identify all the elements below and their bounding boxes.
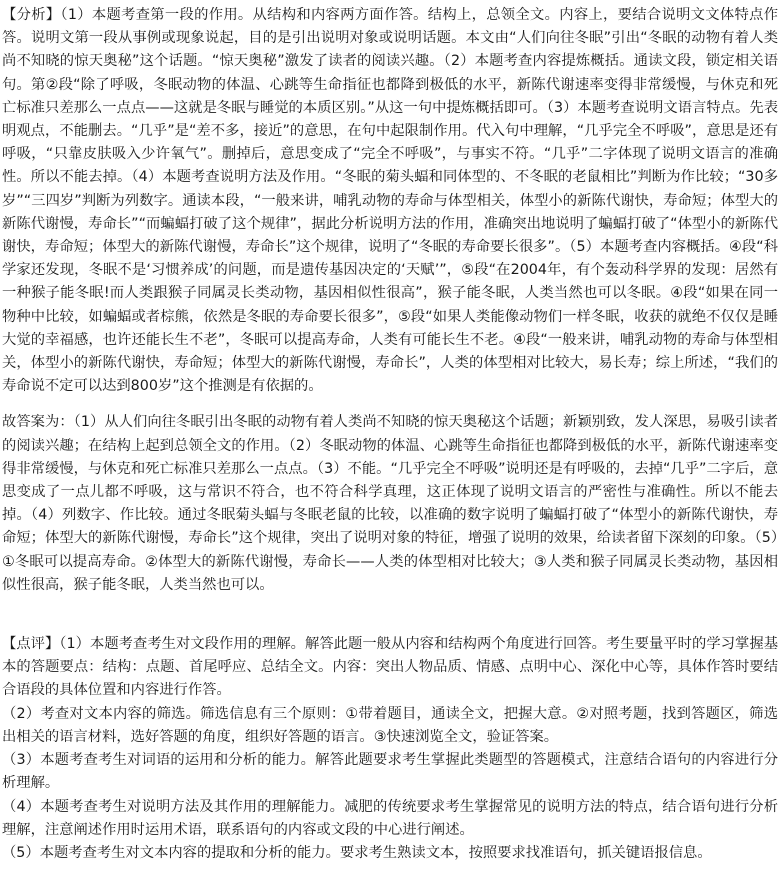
comment-paragraph-5: （5）本题考查考生对文本内容的提取和分析的能力。要求考生熟读文本，按照要求找准语句，抓关键语报信息。 (2, 844, 712, 861)
spacer (2, 398, 778, 411)
analysis-paragraph: 【分析】（1）本题考查第一段的作用。从结构和内容两方面作答。结构上，总领全文。内容上，要结合说明文文体特点作答。说明文第一段从事例或现象说起，目的是引出说明对象或说明话题。本文由“人们向往冬眠”引出“冬眠的动物有着人类尚不知晓的惊天奥秘”这个话题。“惊天奥秘”激发了读者的阅读兴趣。（2）本题考查内容提炼概括。通读文段，锁定相关语句。第②段“除了呼吸，冬眠动物的体温、心跳等生命指征也都降到极低的水平，新陈代谢速率变得非常缓慢，与休克和死亡标准只差那么一点点——这就是冬眠与睡觉的本质区别。”从这一句中提炼概括即可。（3）本题考查说明文语言特点。先表明观点，不能删去。“几乎”是“差不多，接近”的意思，在句中起限制作用。代入句中理解，“几乎完全不呼吸”，意思是还有呼吸，“只靠皮肤吸入少许氧气”。删掉后，意思变成了“完全不呼吸”，与事实不符。“几乎”二字体现了说明文语言的准确性。所以不能去掉。（4）本题考查说明方法及作用。“冬眠的菊头蝠和同体型的、不冬眠的老鼠相比”判断为作比较；“30多岁”“三四岁”判断为列数字。通读本段，“一般来讲，哺乳动物的寿命与体型相关，体型小的新陈代谢快，寿命短；体型大的新陈代谢慢，寿命长”“而蝙蝠打破了这个规律”，据此分析说明方法的作用，准确突出地说明了蝙蝠打破了“体型小的新陈代谢快，寿命短；体型大的新陈代谢慢，寿命长”这个规律，说明了“冬眠的寿命要长很多”。（5）本题考查内容概括。④段“科学家还发现，冬眠不是‘习惯养成’的问题，而是遗传基因决定的‘天赋’”，⑤段“在2004年，有个轰动科学界的发现：居然有一种猴子能冬眠!而人类跟猴子同属灵长类动物，基因相似性很高”，猴子能冬眠，人类当然也可以冬眠。④段“如果在同一物种中比较，如蝙蝠或者棕熊，依然是冬眠的寿命要长很多”，⑤段“如果人类能像动物们一样冬眠，收获的就绝不仅仅是睡大觉的幸福感，也许还能长生不老”，冬眠可以提高寿命，人类有可能长生不老。④段“一般来讲，哺乳动物的寿命与体型相关，体型小的新陈代谢快，寿命短；体型大的新陈代谢慢，寿命长”，人类的体型相对比较大，易长寿；综上所述，“我们的寿命说不定可以达到800岁”这个推测是有依据的。 (2, 7, 778, 395)
comment-paragraph-1: 【点评】（1）本题考查考生对文段作用的理解。解答此题一般从内容和结构两个角度进行回答。考生要量平时的学习掌握基本的答题要点：结构：点题、首尾呼应、总结全文。内容：突出人物品质、情感、点明中心、深化中心等，具体作答时要结合语段的具体位置和内容进行作答。 (2, 636, 778, 699)
comment-paragraph-2: （2）考查对文本内容的筛选。筛选信息有三个原则：①带着题目，通读全文，把握大意。②对照考题，找到答题区，筛选出相关的语言材料，选好答题的角度，组织好答题的语言。③快速浏览全文，验证答案。 (2, 705, 778, 745)
answer-paragraph: 故答案为：（1）从人们向往冬眠引出冬眠的动物有着人类尚不知晓的惊天奥秘这个话题；新颖别致，发人深思，易吸引读者的阅读兴趣；在结构上起到总领全文的作用。（2）冬眠动物的体温、心跳等生命指征也都降到极低的水平，新陈代谢速率变得非常缓慢，与休克和死亡标准只差那么一点点。（3）不能。“几乎完全不呼吸”说明还是有呼吸的，去掉“几乎”二字后，意思变成了一点儿都不呼吸，这与常识不符合，也不符合科学真理，这正体现了说明文语言的严密性与准确性。所以不能去掉。（4）列数字、作比较。通过冬眠菊头蝠与冬眠老鼠的比较，以准确的数字说明了蝙蝠打破了“体型小的新陈代谢快，寿命短；体型大的新陈代谢慢，寿命长”这个规律，突出了说明对象的特征，增强了说明的效果，给读者留下深刻的印象。（5）①冬眠可以提高寿命。②体型大的新陈代谢慢，寿命长——人类的体型相对比较大；③人类和猴子同属灵长类动物，基因相似性很高，猴子能冬眠，人类当然也可以。 (2, 414, 778, 593)
spacer (2, 597, 778, 633)
comment-paragraph-4: （4）本题考查考生对说明方法及其作用的理解能力。减肥的传统要求考生掌握常见的说明方法的特点，结合语句进行分析理解，注意阐述作用时运用术语，联系语句的内容或文段的中心进行阐述。 (2, 798, 778, 838)
comment-paragraph-3: （3）本题考查考生对词语的运用和分析的能力。解答此题要求考生掌握此类题型的答题模式，注意结合语句的内容进行分析理解。 (2, 752, 778, 792)
